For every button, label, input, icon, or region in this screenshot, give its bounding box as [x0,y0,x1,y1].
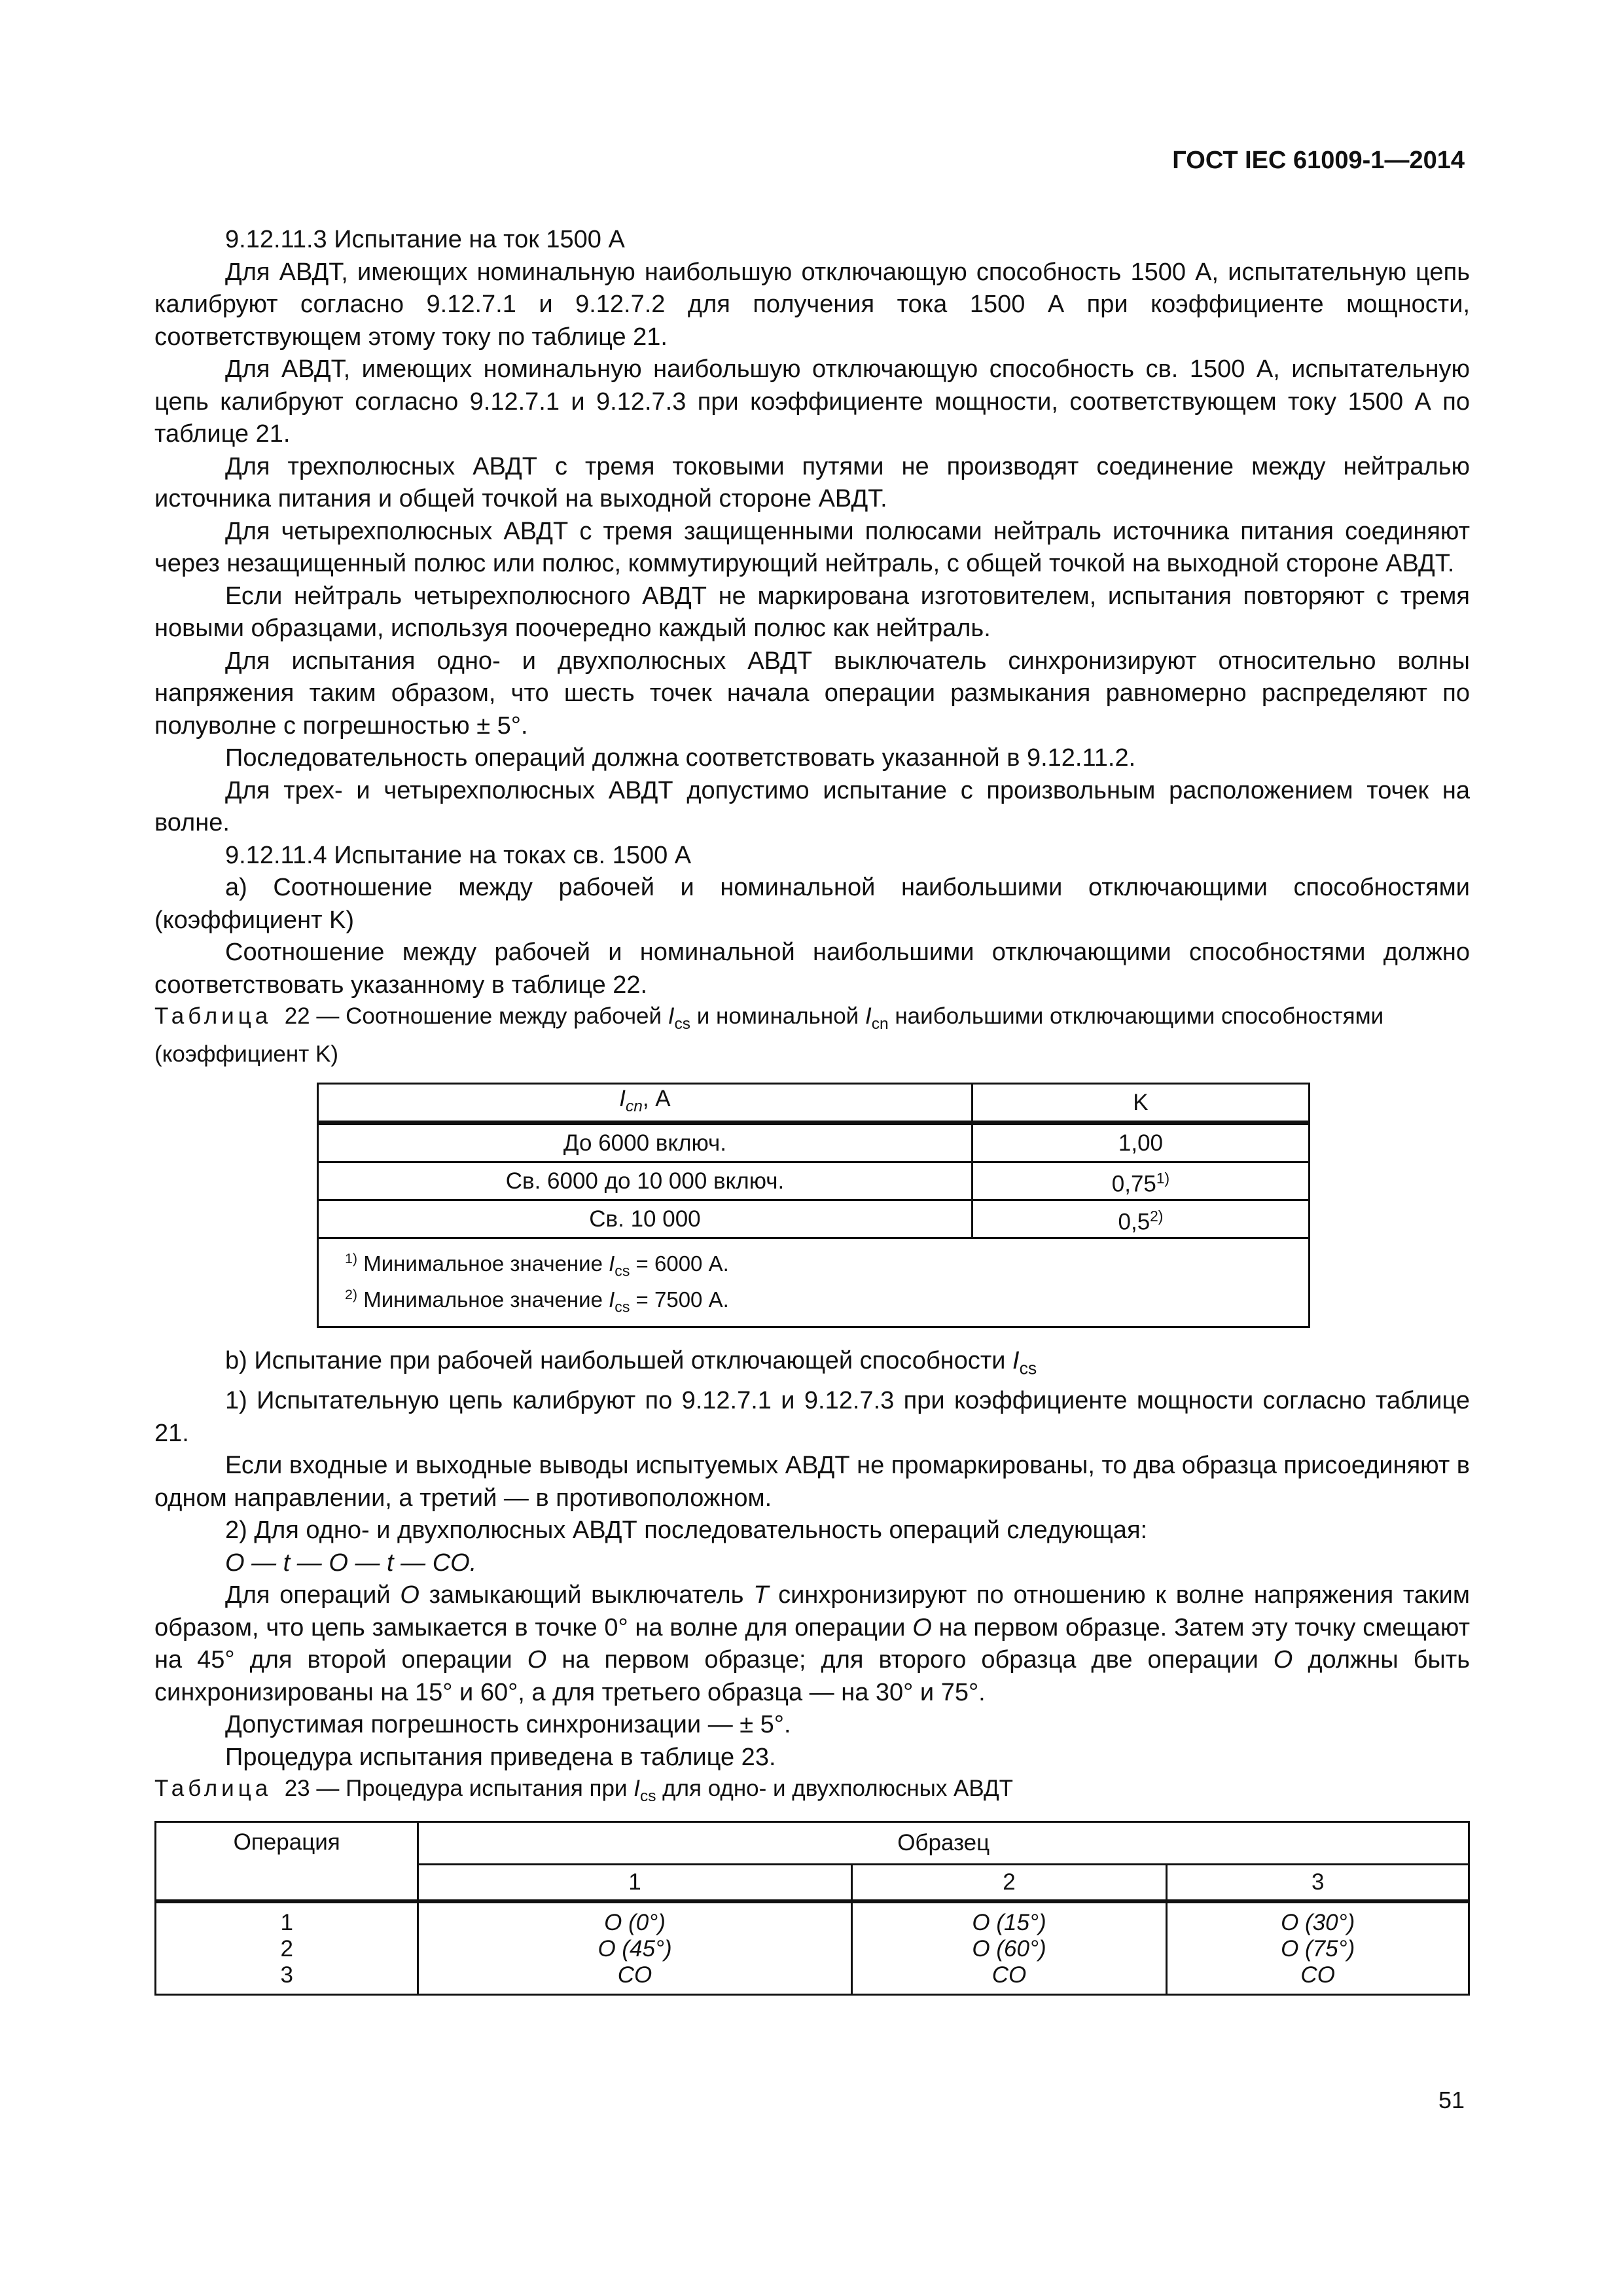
paragraph: 2) Для одно- и двухполюсных АВДТ последовательность операций следующая: [225,1516,1148,1545]
caption-symbol: I [633,1776,640,1802]
paragraph: Последовательность операций должна соответствовать указанной в 9.12.11.2. [225,744,1136,772]
footnote-text: Минимальное значение [357,1287,609,1312]
footnote-mark: 1) [345,1251,358,1266]
operation-number: 1 [280,1910,293,1936]
table-row [318,1162,1310,1200]
table-22-caption [154,1001,1470,1069]
k-cell [972,1162,1309,1200]
symbol: I [609,1287,615,1312]
section-b-title [154,1345,1470,1385]
paragraph: Для трехполюсных АВДТ с тремя токовыми путями не производят соединение между нейтралью источника питания и общей точкой на выходной стороне АВДТ. [154,452,1470,512]
paragraph: Если нейтраль четырехполюсного АВДТ не маркирована изготовителем, испытания повторяют с тремя новыми образцами, используя поочередно каждый полюс как нейтраль. [154,582,1470,642]
paragraph: Для АВДТ, имеющих номинальную наибольшую отключающую способность 1500 А, испытательную цепь калибруют согласно 9.12.7.1 и 9.12.7.2 для получения тока 1500 А при коэффициенте мощности, соответствующем этому току по таблице 21. [154,258,1470,351]
text: синхронизируют по отношению к волне напряжения таким образом, что цепь замыкается в точке 0° на волне для операции [154,1581,1470,1641]
op-value: O (0°) [604,1910,666,1936]
operation-number: 2 [280,1936,293,1962]
paragraph: Для испытания одно- и двухполюсных АВДТ выключатель синхронизируют относительно волны напряжения таким образом, что шесть точек начала операции размыкания равномерно распределяют по полуволне с погрешностью ± 5°. [154,647,1470,740]
text: замыкающий выключатель [419,1581,754,1609]
sample-1-header: 1 [418,1865,851,1902]
op-cell [1173,1910,1463,1936]
op-cell [424,1910,845,1936]
caption-label: Таблица [154,1003,272,1029]
caption-symbol: I [668,1003,675,1029]
sample-2-cells [851,1901,1167,1995]
op-value: CO [991,1962,1027,1988]
symbol: T [753,1581,769,1609]
symbol: I [1012,1347,1020,1375]
paragraph: Соотношение между рабочей и номинальной наибольшими отключающими способностями должно соответствовать указанному в таблице 22. [154,939,1470,999]
op-cell [858,1962,1161,1988]
op-cell [424,1936,845,1962]
operation-sequence [154,1547,1470,1580]
caption-text: для одно- и двухполюсных АВДТ [656,1776,1014,1802]
header-sample: Образец [418,1822,1469,1865]
table-row [318,1123,1310,1162]
range-cell: Св. 10 000 [318,1200,972,1238]
op-value: O (75°) [1281,1936,1355,1962]
text: на первом образце. Затем эту точку смещают на 45° для второй операции [154,1613,1470,1674]
table-23 [154,1821,1470,1996]
footnote-text: Минимальное значение [357,1251,609,1276]
footnotes-cell [318,1238,1310,1327]
k-value: 0,5 [1118,1209,1150,1235]
footnote-mark: 2) [345,1286,358,1302]
spacer [154,1328,1470,1345]
paragraph: 1) Испытательную цепь калибруют по 9.12.7.1 и 9.12.7.3 при коэффициенте мощности согласно таблице 21. [154,1387,1470,1447]
range-cell: Св. 6000 до 10 000 включ. [318,1162,972,1200]
caption-number: 23 [284,1776,310,1802]
text: должны быть синхронизированы на 15° и 60°, а для третьего образца — на 30° и 75°. [154,1646,1470,1706]
footnote-text: = 6000 А. [630,1251,729,1276]
paragraph: Для четырехполюсных АВДТ с тремя защищенными полюсами нейтраль источника питания соединяют через незащищенный полюс или полюс, коммутирующий нейтраль, с общей точкой на выходной стороне АВДТ. [154,517,1470,577]
op-value: O (30°) [1281,1910,1355,1936]
op-value: O (45°) [597,1936,672,1962]
caption-text: наибольшими отключающими способностями (коэффициент K) [154,1003,1384,1067]
sample-1-cells [418,1901,851,1995]
footnote-mark: 2) [1150,1207,1164,1225]
table-row [318,1200,1310,1238]
paragraph: Процедура испытания приведена в таблице 23. [225,1743,776,1771]
sample-3-cells [1167,1901,1469,1995]
page-number: 51 [1438,2087,1465,2113]
footnote-mark: 1) [1156,1169,1170,1187]
subscript: cn [625,1097,643,1115]
symbol: O [400,1581,419,1609]
op-value: CO [1300,1962,1335,1988]
k-value: 1,00 [1118,1130,1163,1156]
subscript: cs [615,1298,630,1316]
paragraph: Для АВДТ, имеющих номинальную наибольшую отключающую способность св. 1500 А, испытательную цепь калибруют согласно 9.12.7.1 и 9.12.7.3 при коэффициенте мощности, соответствующем току 1500 А по таблице 21. [154,355,1470,448]
header-operation: Операция [156,1822,418,1902]
header-icn [318,1084,972,1123]
unit: , А [642,1085,671,1111]
subscript: cs [615,1262,630,1280]
caption-text: — Соотношение между рабочей [310,1003,668,1029]
caption-subscript: cn [871,1015,889,1033]
op-value: O (60°) [972,1936,1046,1962]
sample-2-header: 2 [851,1865,1167,1902]
caption-number: 22 [284,1003,310,1029]
k-cell [972,1123,1309,1162]
paragraph [154,1579,1470,1709]
sample-3-header: 3 [1167,1865,1469,1902]
header-k: K [972,1084,1309,1123]
table-22 [317,1083,1310,1328]
subscript: cs [1019,1358,1037,1378]
caption-text: — Процедура испытания при [310,1776,634,1802]
body-text [154,224,1470,1996]
table-23-caption [154,1774,1470,1812]
op-cell [1173,1936,1463,1962]
op-cell [1173,1962,1463,1988]
symbol: I [619,1085,626,1111]
sequence-text: O — t — O — t — CO. [225,1549,477,1577]
op-cell [858,1936,1161,1962]
caption-subscript: cs [639,1787,656,1806]
symbol: I [609,1251,615,1276]
paragraph: a) Соотношение между рабочей и номинальной наибольшими отключающими способностями (коэффициент K) [154,874,1470,934]
caption-text: и номинальной [690,1003,865,1029]
document-header: ГОСТ IEC 61009-1—2014 [1172,147,1465,174]
symbol: O [912,1613,932,1641]
paragraph: Если входные и выходные выводы испытуемых АВДТ не промаркированы, то два образца присоединяют в одном направлении, а третий — в противоположном. [154,1452,1470,1512]
op-cell [858,1910,1161,1936]
paragraph: Допустимая погрешность синхронизации — ± 5°. [225,1711,791,1739]
table-body-row [156,1901,1469,1995]
caption-subscript: cs [674,1015,691,1033]
footnote-text: = 7500 А. [630,1287,729,1312]
operation-number: 3 [280,1962,293,1988]
range-cell: До 6000 включ. [318,1123,972,1162]
table-header-row [318,1084,1310,1123]
op-cell [424,1962,845,1988]
title-text: b) Испытание при рабочей наибольшей отключающей способности [225,1347,1013,1375]
symbol: O [527,1646,547,1674]
footnotes-row [318,1238,1310,1327]
section-heading-9-12-11-4: 9.12.11.4 Испытание на токах св. 1500 А [225,841,692,869]
paragraph: Для трех- и четырехполюсных АВДТ допустимо испытание с произвольным расположением точек на волне. [154,776,1470,836]
section-heading-9-12-11-3: 9.12.11.3 Испытание на ток 1500 А [225,226,625,253]
text: Для операций [225,1581,401,1609]
text: на первом образце; для второго образца две операции [546,1646,1274,1674]
operation-numbers [156,1901,418,1995]
footnote [345,1247,1282,1283]
table-header-row [156,1822,1469,1865]
op-value: CO [617,1962,652,1988]
caption-label: Таблица [154,1776,272,1802]
op-value: O (15°) [972,1910,1046,1936]
footnote [345,1283,1282,1319]
k-cell [972,1200,1309,1238]
k-value: 0,75 [1111,1171,1156,1197]
caption-symbol: I [865,1003,872,1029]
symbol: O [1273,1646,1293,1674]
